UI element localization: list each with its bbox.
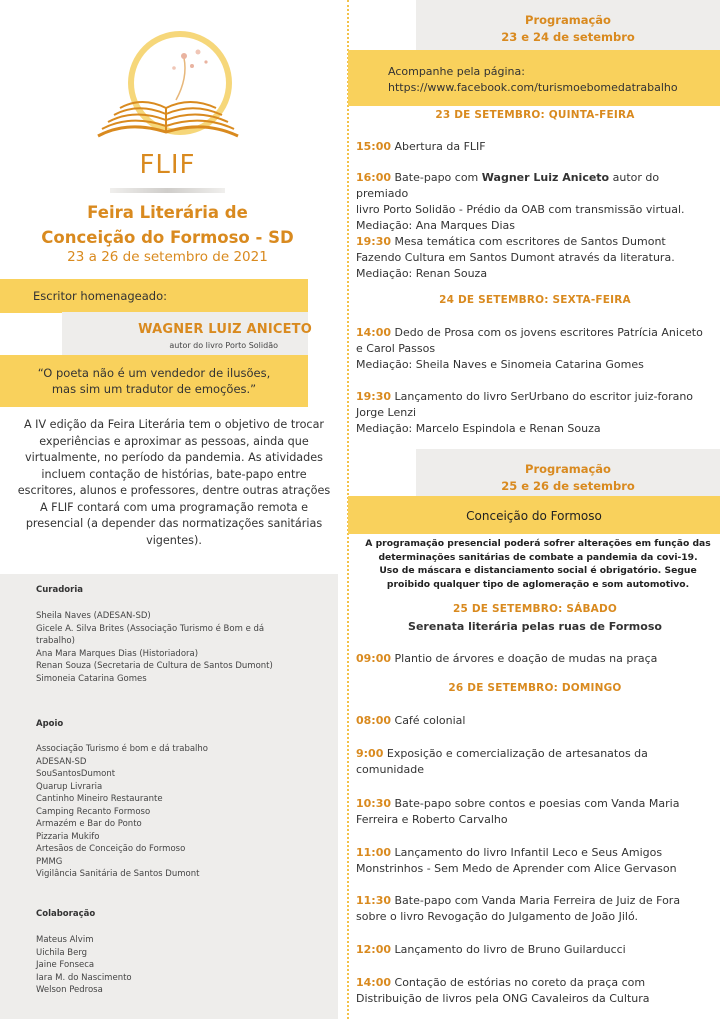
intro-line: vigentes). (146, 533, 202, 547)
colaboracao-list (36, 934, 331, 997)
schedule-item (356, 651, 712, 667)
list-item: trabalho) (36, 636, 75, 646)
quote-line: mas sim um tradutor de emoções.” (51, 382, 257, 396)
event-time: 19:30 (356, 235, 392, 248)
event-text: Abertura da FLIF (391, 140, 486, 153)
schedule-item (356, 389, 712, 437)
event-line: sobre o livro Revogação do Julgamento de João Jiló. (356, 910, 639, 923)
list-item: Jaine Fonseca (36, 960, 95, 970)
notice-line: determinações sanitárias de combate a pandemia da covi-19. (378, 551, 698, 563)
schedule-item (356, 325, 712, 373)
quote-line: “O poeta não é um vendedor de ilusões, (37, 366, 271, 380)
schedule-item (356, 234, 712, 282)
list-item: Vigilância Sanitária de Santos Dumont (36, 869, 200, 879)
event-line: Mediação: Sheila Naves e Sinomeia Catarina Gomes (356, 358, 644, 371)
list-item: Sheila Naves (ADESAN-SD) (36, 611, 151, 621)
open-book-sun-icon (88, 28, 248, 158)
intro-line: virtualmente, no período da pandemia. As atividades (25, 451, 323, 464)
list-item: Iara M. do Nascimento (36, 972, 132, 983)
list-item: ADESAN-SD (36, 756, 87, 767)
intro-line: experiências e aproximar as pessoas, ainda que (39, 434, 309, 448)
programacao-title: Programação (525, 462, 611, 476)
list-item: Quarup Livraria (36, 781, 103, 792)
event-line: Jorge Lenzi (356, 406, 417, 419)
intro-paragraph (14, 417, 334, 549)
event-line: Ferreira e Roberto Carvalho (356, 813, 508, 826)
list-item: SouSantosDumont (36, 769, 116, 779)
schedule-item (356, 139, 712, 155)
schedule-item (356, 893, 712, 925)
day-subtitle-25: Serenata literária pelas ruas de Formoso (408, 620, 662, 633)
list-item: Artesãos de Conceição do Formoso (36, 844, 186, 854)
list-item: Ana Mara Marques Dias (Historiadora) (36, 648, 199, 659)
event-line: Monstrinhos - Sem Medo de Aprender com Alice Gervason (356, 862, 677, 875)
event-time: 14:00 (356, 976, 392, 989)
event-text: Lançamento do livro SerUrbano do escritor juiz-forano (391, 390, 694, 403)
event-text: Lançamento do livro de Bruno Guilarducci (391, 943, 626, 956)
list-item: Simoneia Catarina Gomes (36, 673, 147, 684)
programacao-title: Programação (525, 13, 611, 27)
event-text: Bate-papo com Vanda Maria Ferreira de Juiz de Fora (391, 894, 681, 907)
facebook-label: Acompanhe pela página: (388, 65, 525, 78)
colaboracao-title: Colaboração (36, 909, 96, 919)
logo-text: FLIF (139, 150, 196, 180)
event-text: Bate-papo com (391, 171, 482, 184)
event-text: Mesa temática com escritores de Santos Dumont (391, 235, 666, 248)
day-heading-25: 25 DE SETEMBRO: SÁBADO (452, 603, 618, 615)
list-item: Cantinho Mineiro Restaurante (36, 794, 163, 804)
facebook-link[interactable]: https://www.facebook.com/turismoebomedatrabalho (388, 81, 678, 94)
event-line: Mediação: Ana Marques Dias (356, 219, 516, 232)
intro-line: A IV edição da Feira Literária tem o objetivo de trocar (23, 418, 325, 431)
list-item: PMMG (36, 856, 63, 867)
apoio-title: Apoio (36, 719, 64, 729)
facebook-info (388, 64, 678, 96)
day-heading-26: 26 DE SETEMBRO: DOMINGO (448, 682, 622, 694)
fair-dates: 23 a 26 de setembro de 2021 (67, 249, 268, 265)
event-text: Café colonial (391, 714, 466, 727)
intro-line: incluem contação de histórias, bate-papo entre (41, 467, 307, 481)
event-line: e Carol Passos (356, 342, 436, 355)
list-item: Armazém e Bar do Ponto (36, 819, 142, 829)
event-text: Lançamento do livro Infantil Leco e Seus Amigos (391, 846, 663, 859)
event-time: 9:00 (356, 747, 384, 760)
event-time: 19:30 (356, 390, 392, 403)
fair-title-line1: Feira Literária de (87, 203, 248, 222)
notice-line: Uso de máscara e distanciamento social é obrigatório. Segue (379, 565, 697, 576)
list-item: Mateus Alvim (36, 935, 94, 945)
author-name: WAGNER LUIZ ANICETO (138, 322, 312, 337)
event-line: Mediação: Marcelo Espindola e Renan Souza (356, 422, 601, 435)
event-time: 09:00 (356, 652, 392, 665)
apoio-list (36, 743, 331, 881)
event-line: Mediação: Renan Souza (356, 267, 488, 280)
programacao-header-1 (416, 0, 720, 52)
schedule-item (356, 975, 712, 1007)
sanitary-notice (356, 537, 720, 591)
event-time: 10:30 (356, 797, 392, 810)
schedule-item (356, 170, 712, 234)
list-item: Pizzaria Mukifo (36, 831, 100, 842)
list-item: Uichila Berg (36, 947, 88, 958)
intro-line: A FLIF contará com uma programação remota e (39, 500, 309, 514)
event-text: Contação de estórias no coreto da praça com (391, 976, 646, 989)
notice-line: A programação presencial poderá sofrer alterações em função das (365, 538, 711, 549)
event-time: 11:00 (356, 846, 392, 859)
fair-title-line2: Conceição do Formoso - SD (41, 228, 294, 247)
event-time: 16:00 (356, 171, 392, 184)
list-item: Renan Souza (Secretaria de Cultura de Santos Dumont) (36, 661, 273, 671)
honored-label: Escritor homenageado: (33, 289, 168, 303)
event-text: Exposição e comercialização de artesanatos da (383, 747, 648, 760)
programacao-dates: 23 e 24 de setembro (501, 30, 635, 44)
event-time: 14:00 (356, 326, 392, 339)
list-item: Camping Recanto Formoso (36, 806, 151, 817)
curadoria-list (36, 610, 331, 685)
programacao-dates: 25 e 26 de setembro (501, 479, 635, 493)
intro-line: escritores, alunos e professores, dentre outras atrações (17, 484, 331, 497)
event-time: 11:30 (356, 894, 392, 907)
notice-line: proibido qualquer tipo de aglomeração e som automotivo. (386, 578, 690, 590)
list-item: Associação Turismo é bom e dá trabalho (36, 744, 208, 754)
event-text: Dedo de Prosa com os jovens escritores Patrícia Aniceto (391, 326, 703, 339)
author-subtitle: autor do livro Porto Solidão (169, 341, 278, 350)
event-text: autor do premiado (356, 171, 660, 200)
list-item: Gicele A. Silva Brites (Associação Turismo é Bom e dá (36, 623, 265, 634)
local-name: Conceição do Formoso (466, 509, 602, 523)
logo-underline (110, 188, 225, 193)
schedule-item (356, 845, 712, 877)
programacao-header-2 (416, 449, 720, 499)
fair-title (0, 200, 335, 250)
schedule-item (356, 796, 712, 828)
event-time: 12:00 (356, 943, 392, 956)
event-text: Bate-papo sobre contos e poesias com Vanda Maria (391, 797, 680, 810)
curadoria-title: Curadoria (36, 585, 83, 595)
event-line: livro Porto Solidão - Prédio da OAB com transmissão virtual. (356, 203, 685, 216)
event-line: Distribuição de livros pela ONG Cavaleiros da Cultura (356, 992, 650, 1005)
event-line: comunidade (356, 763, 424, 776)
day-heading-24: 24 DE SETEMBRO: SEXTA-FEIRA (439, 294, 631, 306)
author-quote (0, 365, 308, 397)
event-time: 15:00 (356, 140, 392, 153)
event-text: Plantio de árvores e doação de mudas na praça (391, 652, 658, 665)
list-item: Welson Pedrosa (36, 985, 103, 995)
event-time: 08:00 (356, 714, 392, 727)
schedule-item (356, 746, 712, 778)
schedule-item (356, 942, 712, 958)
day-heading-23: 23 DE SETEMBRO: QUINTA-FEIRA (435, 109, 635, 121)
event-highlight: Wagner Luiz Aniceto (481, 171, 610, 184)
event-line: Fazendo Cultura em Santos Dumont através da literatura. (356, 251, 675, 264)
intro-line: presencial (a depender das normatizações sanitárias (25, 517, 323, 530)
schedule-item (356, 713, 712, 729)
